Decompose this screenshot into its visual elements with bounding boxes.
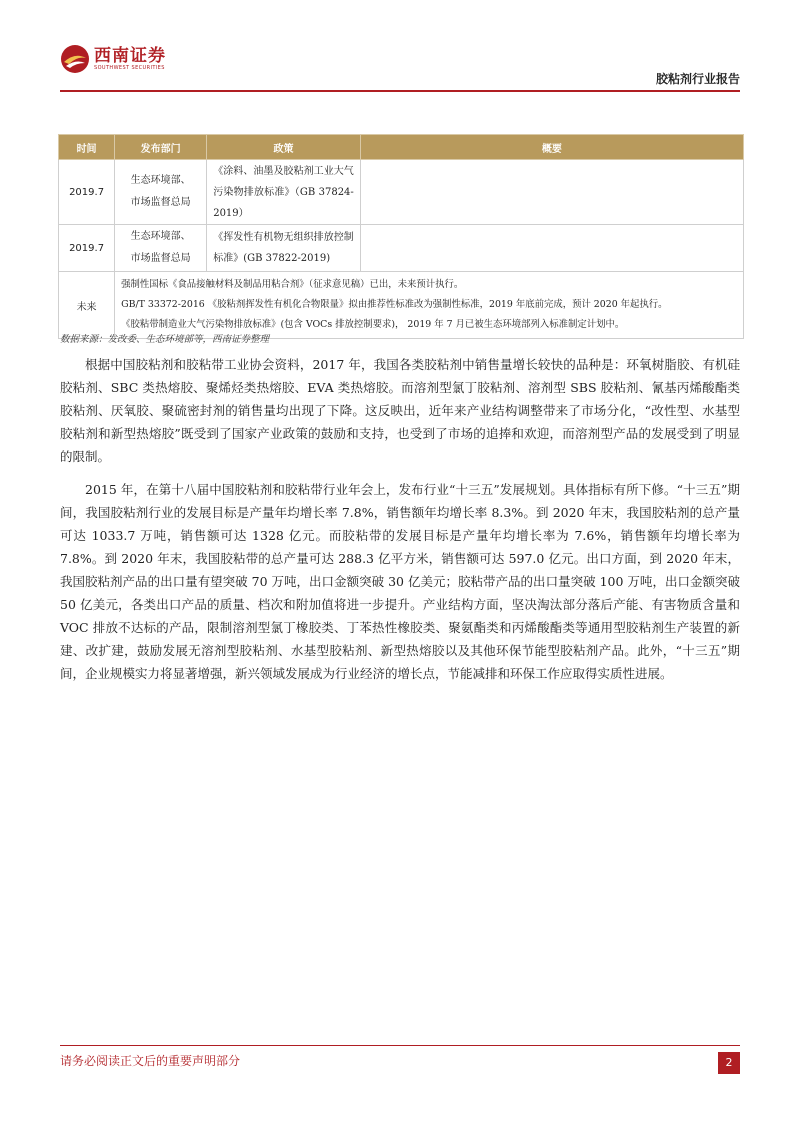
row-summary — [360, 225, 743, 272]
table-row-future — [59, 272, 744, 339]
dept-line: 生态环境部、 — [130, 231, 191, 242]
row-dept — [115, 225, 207, 272]
company-logo — [60, 44, 166, 74]
footer-disclaimer: 请务必阅读正文后的重要声明部分 — [60, 1054, 241, 1068]
footer-divider — [60, 1045, 740, 1046]
dept-line: 市场监督总局 — [130, 253, 191, 264]
future-content — [115, 272, 744, 339]
future-line: 强制性国标《食品接触材料及制品用粘合剂》（征求意见稿）已出，未来预计执行。 — [121, 279, 464, 290]
logo-english-name: SOUTHWEST SECURITIES — [94, 65, 165, 71]
policy-table — [58, 134, 744, 339]
dept-line: 市场监督总局 — [130, 197, 191, 208]
row-policy: 《挥发性有机物无组织排放控制标准》(GB 37822-2019) — [207, 225, 361, 272]
header-divider — [60, 90, 740, 92]
row-policy: 《涂料、油墨及胶粘剂工业大气污染物排放标准》（GB 37824-2019） — [207, 160, 361, 225]
data-source-note: 数据来源：发改委、生态环境部等，西南证券整理 — [60, 334, 270, 345]
paragraph: 根据中国胶粘剂和胶粘带工业协会资料，2017 年，我国各类胶粘剂中销售量增长较快的品种是：环氧树脂胶、有机硅胶粘剂、SBC 类热熔胶、聚烯烃类热熔胶、EVA 类热熔胶。而溶剂型氯丁胶粘剂、溶剂型 SBS 胶粘剂、氰基丙烯酸酯类胶粘剂、厌氧胶、聚硫密封剂的销售量均出现了下降。这反映出，近年来产业结构调整带来了市场分化，“改性型、水基型胶粘剂和新型热熔胶”既受到了国家产业政策的鼓励和支持，也受到了市场的追捧和欢迎，而溶剂型产品的发展受到了明显的限制。 — [60, 357, 740, 464]
future-line: 《胶粘带制造业大气污染物排放标准》(包含 VOCs 排放控制要求)， 2019 年 7 月已被生态环境部列入标准制定计划中。 — [121, 319, 625, 330]
row-time: 2019.7 — [59, 160, 115, 225]
column-header-policy: 政策 — [207, 135, 361, 160]
page-header — [0, 0, 800, 100]
body-text — [60, 353, 740, 695]
table-header-row — [59, 135, 744, 160]
table-row — [59, 225, 744, 272]
column-header-time: 时间 — [59, 135, 115, 160]
dept-line: 生态环境部、 — [130, 175, 191, 186]
row-dept — [115, 160, 207, 225]
page-number: 2 — [718, 1052, 740, 1074]
column-header-dept: 发布部门 — [115, 135, 207, 160]
logo-emblem-icon — [60, 44, 90, 74]
row-summary — [360, 160, 743, 225]
future-line: GB/T 33372-2016 《胶粘剂挥发性有机化合物限量》拟由推荐性标准改为强制性标准，2019 年底前完成，预计 2020 年起执行。 — [121, 299, 668, 310]
column-header-summary: 概要 — [360, 135, 743, 160]
paragraph: 2015 年，在第十八届中国胶粘剂和胶粘带行业年会上，发布行业“十三五”发展规划。具体指标有所下修。“十三五”期间，我国胶粘剂行业的发展目标是产量年均增长率 7.8%，销售额年均增长率 8.3%。到 2020 年末，我国胶粘剂的总产量可达 1033.7 万吨，销售额可达 1328 亿元。而胶粘带的发展目标是产量年均增长率为 7.6%，销售额年均增长率为 7.8%。到 2020 年末，我国胶粘带的总产量可达 288.3 亿平方米，销售额可达 597.0 亿元。出口方面，到 2020 年末，我国胶粘剂产品的出口量有望突破 70 万吨，出口金额突破 30 亿美元；胶粘带产品的出口量突破 100 万吨，出口金额突破 50 亿美元，各类出口产品的质量、档次和附加值将进一步提升。产业结构方面，坚决淘汰部分落后产能、有害物质含量和 VOC 排放不达标的产品，限制溶剂型氯丁橡胶类、丁苯热性橡胶类、聚氨酯类和丙烯酸酯类等通用型胶粘剂生产装置的新建、改扩建，鼓励发展无溶剂型胶粘剂、水基型胶粘剂、新型热熔胶以及其他环保节能型胶粘剂产品。此外，“十三五”期间，企业规模实力将显著增强，新兴领域发展成为行业经济的增长点，节能减排和环保工作应取得实质性进展。 — [60, 482, 740, 681]
report-title: 胶粘剂行业报告 — [655, 72, 740, 86]
future-label: 未来 — [59, 272, 115, 339]
logo-chinese-name: 西南证券 — [94, 46, 166, 66]
row-time: 2019.7 — [59, 225, 115, 272]
table-row — [59, 160, 744, 225]
